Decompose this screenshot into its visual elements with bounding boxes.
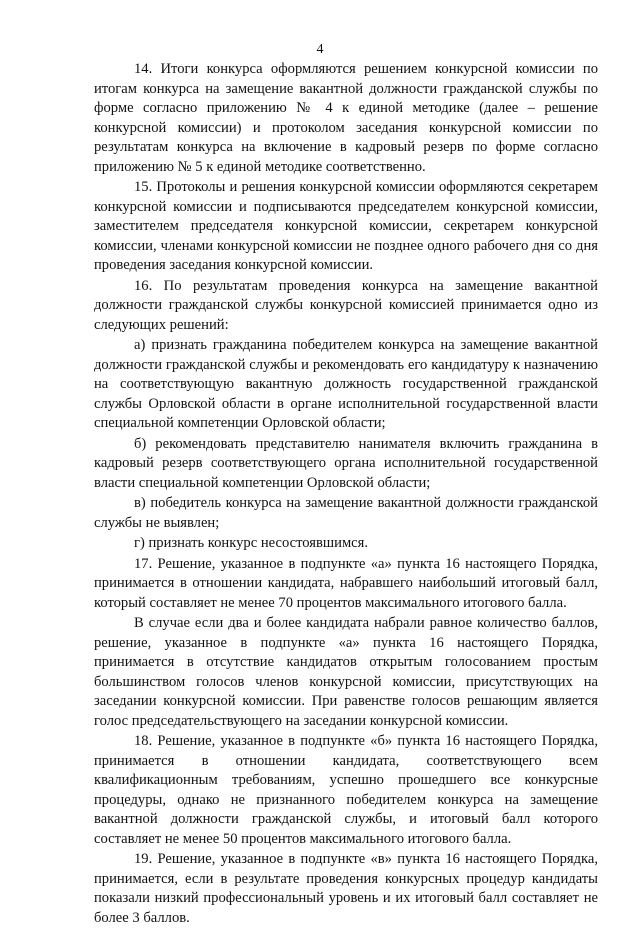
paragraph-15: 15. Протоколы и решения конкурсной комиссии оформляются секретарем конкурсной комиссии и подписываются председателем конкурсной комиссии, заместителем председателя конкурсной комиссии, секретарем конкурсной комиссии, членами конкурсной комиссии не позднее одного рабочего дня со дня проведения заседания конкурсной комиссии. — [94, 179, 598, 273]
paragraph-16-option-v: в) победитель конкурса на замещение вакантной должности гражданской службы не выявлен; — [94, 495, 598, 531]
paragraph-16-option-b: б) рекомендовать представителю нанимателя включить гражданина в кадровый резерв соответствующего органа исполнительной государственной власти специальной компетенции Орловской области; — [94, 435, 598, 491]
page-number: 4 — [316, 42, 324, 57]
paragraph-17-tie-rule: В случае если два и более кандидата набрали равное количество баллов, решение, указанное в подпункте «а» пункта 16 настоящего Порядка, принимается в отсутствие кандидатов открытым голосованием простым большинством голосов членов конкурсной комиссии, присутствующих на заседании конкурсной комиссии. При равенстве голосов решающим является голос председательствующего на заседании конкурсной комиссии. — [94, 615, 598, 729]
paragraph-17: 17. Решение, указанное в подпункте «а» пункта 16 настоящего Порядка, принимается в отношении кандидата, набравшего наибольший итоговый балл, который составляет не менее 70 процентов максимального итогового балла. — [94, 555, 598, 611]
document-body — [94, 60, 598, 928]
paragraph-18: 18. Решение, указанное в подпункте «б» пункта 16 настоящего Порядка, принимается в отношении кандидата, соответствующего всем квалификационным требованиям, успешно прошедшего все конкурсные процедуры, однако не признанного победителем конкурса на замещение вакантной должности гражданской службы, и итоговый балл которого составляет не менее 50 процентов максимального итогового балла. — [94, 733, 598, 847]
paragraph-16-option-g: г) признать конкурс несостоявшимся. — [134, 535, 369, 551]
paragraph-19: 19. Решение, указанное в подпункте «в» пункта 16 настоящего Порядка, принимается, если в результате проведения конкурсных процедур кандидаты показали низкий профессиональный уровень и их итоговый балл составляет не более 3 баллов. — [94, 851, 598, 926]
paragraph-16: 16. По результатам проведения конкурса на замещение вакантной должности гражданской службы конкурсной комиссией принимается одно из следующих решений: — [94, 277, 598, 333]
paragraph-16-option-a: а) признать гражданина победителем конкурса на замещение вакантной должности гражданской службы и рекомендовать его кандидатуру к назначению на соответствующую вакантную должность государственной гражданской службы Орловской области в органе исполнительной государственной власти специальной компетенции Орловской области; — [94, 337, 598, 431]
paragraph-14: 14. Итоги конкурса оформляются решением конкурсной комиссии по итогам конкурса на замещение вакантной должности гражданской службы по форме согласно приложению № 4 к единой методике (далее – решение конкурсной комиссии) и протоколом заседания конкурсной комиссии по результатам конкурса на включение в кадровый резерв по форме согласно приложению № 5 к единой методике соответственно. — [94, 61, 598, 175]
